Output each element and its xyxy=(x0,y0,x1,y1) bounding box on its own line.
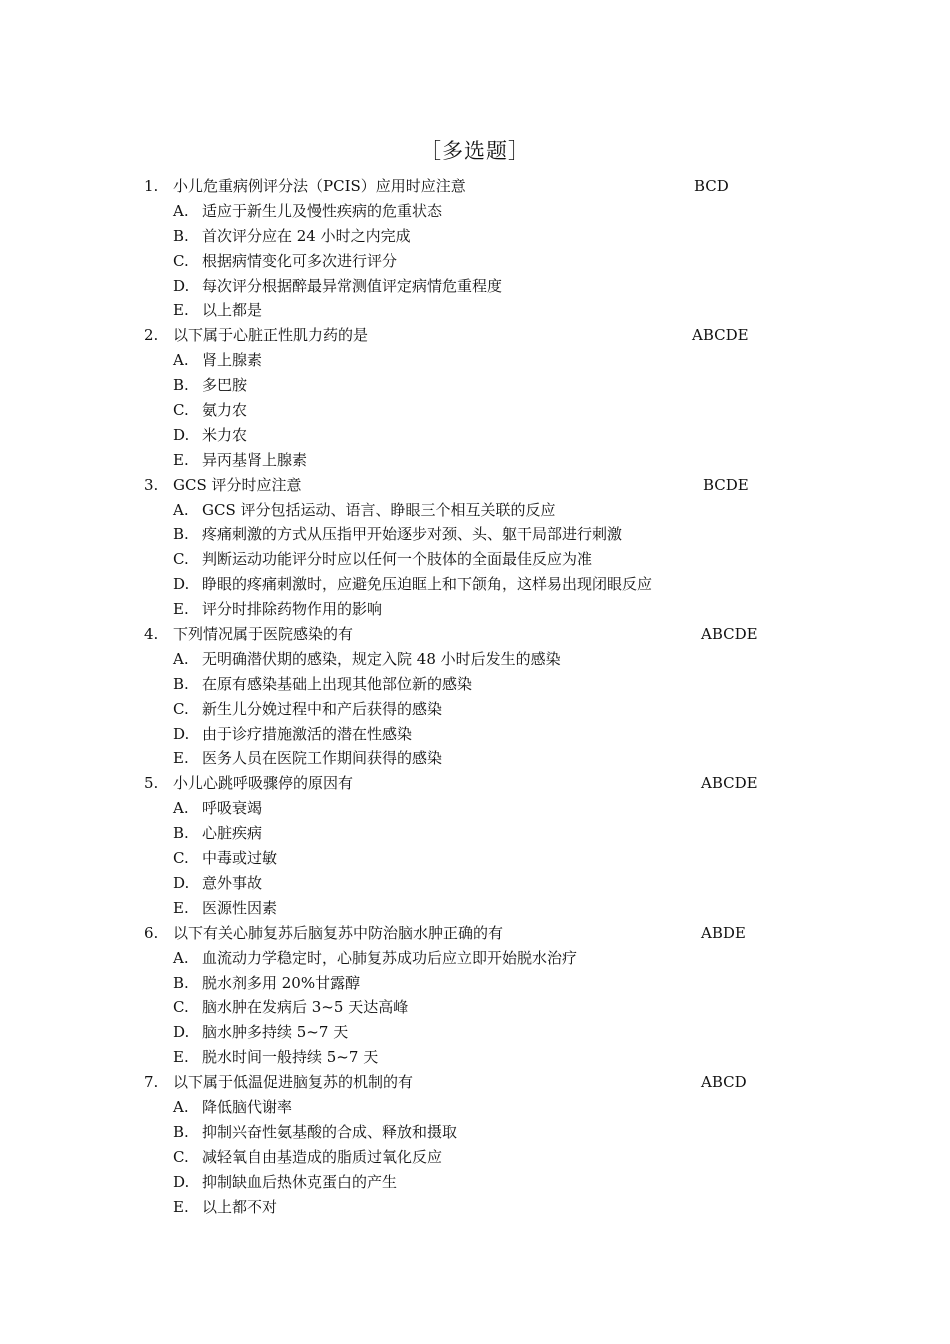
option-item xyxy=(144,498,784,523)
question-item xyxy=(144,174,784,199)
option-letter: E. xyxy=(173,1197,189,1216)
option-item xyxy=(144,1020,784,1045)
option-text: 异丙基肾上腺素 xyxy=(202,450,308,469)
option-item xyxy=(144,871,784,896)
option-item xyxy=(144,249,784,274)
option-item xyxy=(144,1045,784,1070)
option-item xyxy=(144,995,784,1020)
option-text: 由于诊疗措施激活的潜在性感染 xyxy=(202,724,413,743)
option-letter: C. xyxy=(173,1147,189,1166)
option-letter: E. xyxy=(173,898,189,917)
question-text: 以下属于心脏正性肌力药的是 xyxy=(173,326,369,345)
option-text: 脱水剂多用 20%甘露醇 xyxy=(202,973,361,992)
option-letter: D. xyxy=(173,873,190,892)
question-text: 下列情况属于医院感染的有 xyxy=(173,625,354,644)
option-letter: B. xyxy=(173,973,189,992)
option-letter: D. xyxy=(173,575,190,594)
option-letter: C. xyxy=(173,251,189,270)
question-number: 5. xyxy=(144,774,159,793)
option-text: 中毒或过敏 xyxy=(202,849,278,868)
option-letter: A. xyxy=(173,799,189,818)
question-answer: ABCDE xyxy=(701,774,758,793)
option-text: 意外事故 xyxy=(202,873,263,892)
question-text: GCS 评分时应注意 xyxy=(173,475,302,494)
option-text: 脱水时间一般持续 5~7 天 xyxy=(202,1048,379,1067)
question-item xyxy=(144,921,784,946)
option-item xyxy=(144,572,784,597)
option-text: 适应于新生儿及慢性疾病的危重状态 xyxy=(202,201,443,220)
question-item xyxy=(144,473,784,498)
option-item xyxy=(144,672,784,697)
question-answer: ABCD xyxy=(701,1073,747,1092)
option-letter: E. xyxy=(173,1048,189,1067)
question-item xyxy=(144,1070,784,1095)
option-letter: E. xyxy=(173,749,189,768)
question-item xyxy=(144,771,784,796)
option-text: 评分时排除药物作用的影响 xyxy=(202,600,383,619)
question-number: 7. xyxy=(144,1073,159,1092)
option-text: 抑制缺血后热休克蛋白的产生 xyxy=(202,1172,398,1191)
option-letter: B. xyxy=(173,525,189,544)
question-text: 小儿危重病例评分法（PCIS）应用时应注意 xyxy=(173,177,466,195)
option-text: 睁眼的疼痛刺激时，应避免压迫眶上和下颌角，这样易出现闭眼反应 xyxy=(202,575,653,594)
option-text: 血流动力学稳定时，心肺复苏成功后应立即开始脱水治疗 xyxy=(202,948,578,967)
question-item xyxy=(144,622,784,647)
option-item xyxy=(144,1195,784,1220)
option-text: 脑水肿多持续 5~7 天 xyxy=(202,1023,349,1042)
option-item xyxy=(144,722,784,747)
option-letter: E. xyxy=(173,301,189,320)
option-letter: C. xyxy=(173,401,189,420)
option-text: 米力农 xyxy=(202,425,248,444)
question-number: 2. xyxy=(144,326,159,345)
option-letter: D. xyxy=(173,276,190,295)
option-letter: B. xyxy=(173,674,189,693)
option-letter: D. xyxy=(173,1023,190,1042)
option-item xyxy=(144,547,784,572)
option-letter: A. xyxy=(173,1097,189,1116)
option-item xyxy=(144,971,784,996)
option-item xyxy=(144,1170,784,1195)
question-text: 以下属于低温促进脑复苏的机制的有 xyxy=(173,1073,414,1092)
option-letter: D. xyxy=(173,1172,190,1191)
option-letter: C. xyxy=(173,699,189,718)
option-item xyxy=(144,597,784,622)
option-text: 多巴胺 xyxy=(202,376,248,395)
option-letter: B. xyxy=(173,824,189,843)
question-text: 小儿心跳呼吸骤停的原因有 xyxy=(173,774,354,793)
option-letter: E. xyxy=(173,450,189,469)
option-item xyxy=(144,946,784,971)
question-text: 以下有关心肺复苏后脑复苏中防治脑水肿正确的有 xyxy=(173,923,504,942)
option-item xyxy=(144,224,784,249)
option-item xyxy=(144,697,784,722)
question-answer: BCD xyxy=(694,177,729,195)
option-text: GCS 评分包括运动、语言、睁眼三个相互关联的反应 xyxy=(202,500,556,519)
option-letter: C. xyxy=(173,998,189,1017)
option-text: 医务人员在医院工作期间获得的感染 xyxy=(202,749,443,768)
option-text: 抑制兴奋性氨基酸的合成、释放和摄取 xyxy=(202,1122,458,1141)
option-text: 降低脑代谢率 xyxy=(202,1097,293,1116)
option-letter: A. xyxy=(173,948,189,967)
option-letter: B. xyxy=(173,1122,189,1141)
option-item xyxy=(144,348,784,373)
option-text: 首次评分应在 24 小时之内完成 xyxy=(202,226,411,245)
option-letter: C. xyxy=(173,550,189,569)
option-letter: D. xyxy=(173,425,190,444)
option-letter: A. xyxy=(173,351,189,370)
option-letter: A. xyxy=(173,649,189,668)
option-item xyxy=(144,398,784,423)
option-letter: B. xyxy=(173,376,189,395)
option-item xyxy=(144,647,784,672)
option-item xyxy=(144,373,784,398)
option-text: 新生儿分娩过程中和产后获得的感染 xyxy=(202,699,443,718)
option-item xyxy=(144,1095,784,1120)
option-letter: A. xyxy=(173,500,189,519)
option-text: 无明确潜伏期的感染，规定入院 48 小时后发生的感染 xyxy=(202,649,561,668)
option-letter: C. xyxy=(173,849,189,868)
option-item xyxy=(144,423,784,448)
option-item xyxy=(144,821,784,846)
option-item xyxy=(144,896,784,921)
question-item xyxy=(144,323,784,348)
option-text: 在原有感染基础上出现其他部位新的感染 xyxy=(202,674,473,693)
option-text: 肾上腺素 xyxy=(202,351,263,370)
option-text: 判断运动功能评分时应以任何一个肢体的全面最佳反应为准 xyxy=(202,550,593,569)
option-item xyxy=(144,746,784,771)
question-answer: ABCDE xyxy=(701,625,758,644)
option-text: 根据病情变化可多次进行评分 xyxy=(202,251,398,270)
option-item xyxy=(144,796,784,821)
question-answer: BCDE xyxy=(703,475,749,494)
option-text: 减轻氧自由基造成的脂质过氧化反应 xyxy=(202,1147,443,1166)
question-answer: ABDE xyxy=(701,923,746,942)
page-title: ［多选题］ xyxy=(420,139,530,163)
option-item xyxy=(144,846,784,871)
question-number: 6. xyxy=(144,923,159,942)
option-text: 以上都不对 xyxy=(202,1197,278,1216)
option-item xyxy=(144,199,784,224)
option-letter: B. xyxy=(173,226,189,245)
question-list xyxy=(144,174,784,1219)
question-answer: ABCDE xyxy=(692,326,749,345)
option-letter: A. xyxy=(173,201,189,220)
option-item xyxy=(144,448,784,473)
question-number: 1. xyxy=(144,177,159,195)
option-text: 疼痛刺激的方式从压指甲开始逐步对颈、头、躯干局部进行刺激 xyxy=(202,525,623,544)
option-letter: D. xyxy=(173,724,190,743)
option-item xyxy=(144,1120,784,1145)
option-text: 脑水肿在发病后 3~5 天达高峰 xyxy=(202,998,409,1017)
option-text: 心脏疾病 xyxy=(202,824,263,843)
option-text: 呼吸衰竭 xyxy=(202,799,263,818)
option-item xyxy=(144,274,784,299)
option-item xyxy=(144,298,784,323)
question-number: 4. xyxy=(144,625,159,644)
option-text: 每次评分根据醉最异常测值评定病情危重程度 xyxy=(202,276,503,295)
option-text: 以上都是 xyxy=(202,301,263,320)
option-item xyxy=(144,1145,784,1170)
option-letter: E. xyxy=(173,600,189,619)
question-number: 3. xyxy=(144,475,159,494)
option-item xyxy=(144,522,784,547)
option-text: 医源性因素 xyxy=(202,898,278,917)
option-text: 氨力农 xyxy=(202,401,248,420)
